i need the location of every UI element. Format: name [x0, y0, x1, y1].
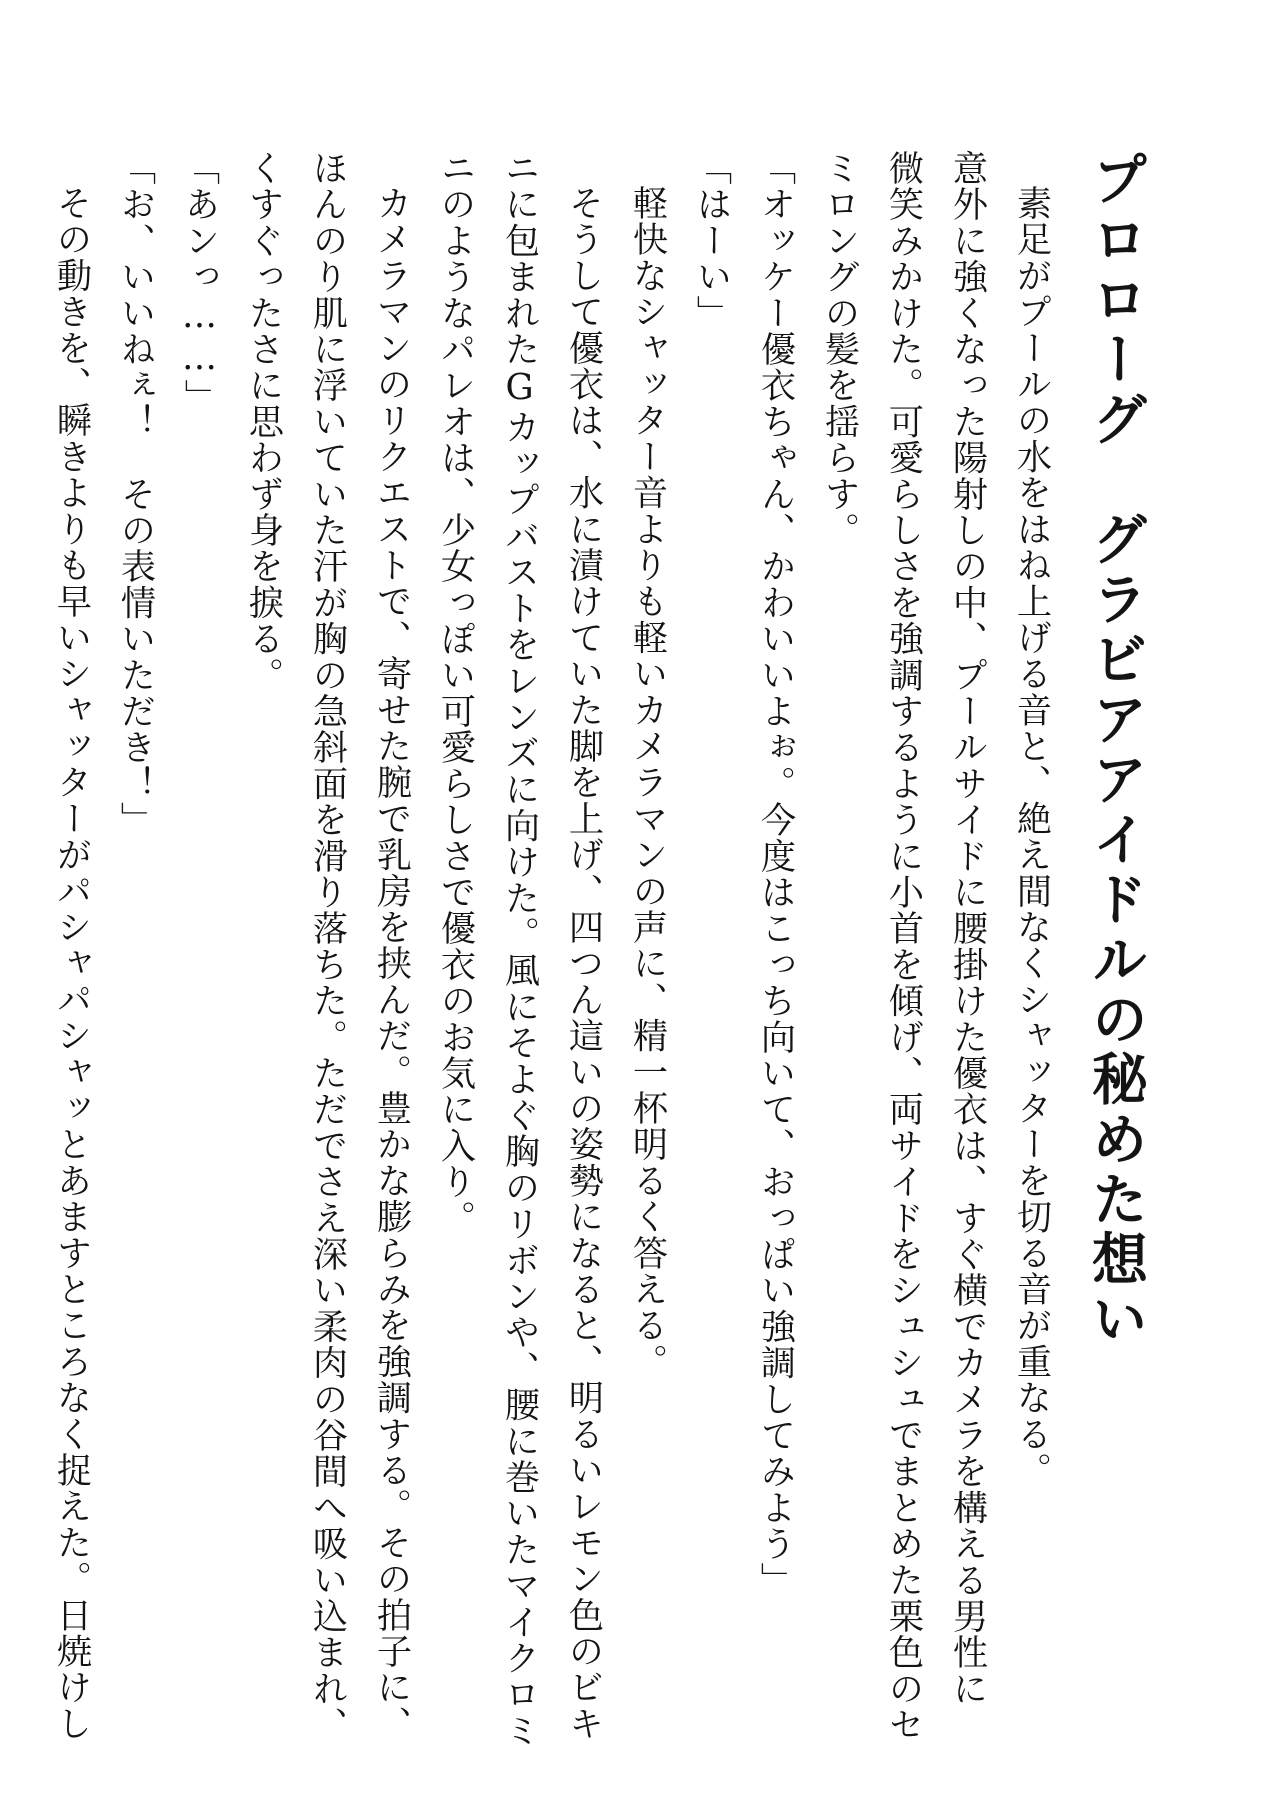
text-line: 軽快なシャッター音よりも軽いカメラマンの声に、精一杯明るく答える。	[627, 185, 668, 1380]
vertical-text-column	[39, 150, 1169, 1749]
text-line: 微笑みかけた。可愛らしさを強調するように小首を傾げ、両サイドをシュシュでまとめた栗色のセ	[883, 150, 924, 1743]
text-line: そうして優衣は、水に漬けていた脚を上げ、四つん這いの姿勢になると、明るいレモン色のビキ	[563, 185, 604, 1742]
text-line: ニに包まれたGカップバストをレンズに向けた。風にそよぐ胸のリボンや、腰に巻いたマイクロミ	[499, 150, 540, 1749]
dialogue-line: 「オッケー優衣ちゃん、かわいいよぉ。今度はこっち向いて、おっぱい強調してみよう」	[755, 150, 796, 1598]
text-line: 素足がプールの水をはね上げる音と、絶え間なくシャッターを切る音が重なる。	[1011, 185, 1052, 1489]
text-line: ほんのり肌に浮いていた汗が胸の急斜面を滑り落ちた。ただでさえ深い柔肉の谷間へ吸い込まれ、	[307, 150, 348, 1743]
text-line: ニのようなパレオは、少女っぽい可愛らしさで優衣のお気に入り。	[435, 150, 476, 1236]
chapter-title: プロローグ グラビアアイドルの秘めた想い	[1083, 150, 1149, 1350]
text-line: くすぐったさに思わず身を捩る。	[243, 150, 284, 693]
text-line: カメラマンのリクエストで、寄せた腕で乳房を挟んだ。豊かな膨らみを強調する。その拍子に、	[371, 185, 412, 1742]
dialogue-line: 「あンっ……」	[179, 150, 220, 415]
text-line: ミロングの髪を揺らす。	[819, 150, 860, 549]
dialogue-line: 「お、いいねぇ！ その表情いただき！」	[115, 150, 156, 838]
text-line: その動きを、瞬きよりも早いシャッターがパシャパシャッとあますところなく捉えた。日焼けし	[51, 185, 92, 1742]
text-line: 意外に強くなった陽射しの中、プールサイドに腰掛けた優衣は、すぐ横でカメラを構える男性に	[947, 150, 988, 1707]
dialogue-line: 「はーい」	[691, 150, 732, 331]
